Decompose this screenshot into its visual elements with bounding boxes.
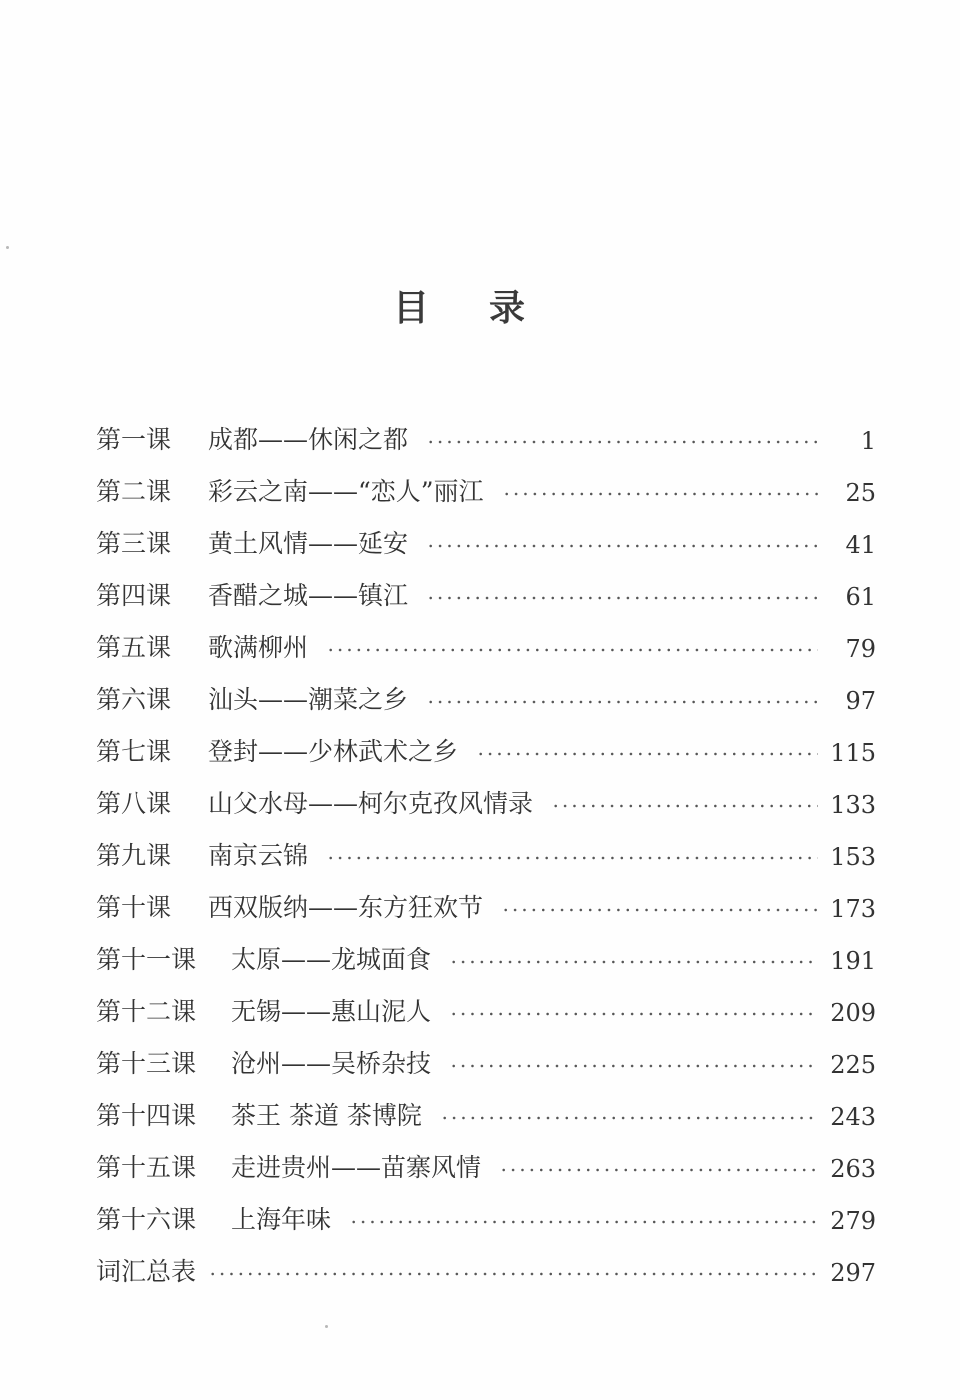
lesson-label: 第五课 bbox=[96, 633, 172, 662]
dot-leader bbox=[349, 1220, 818, 1224]
dot-leader bbox=[326, 856, 818, 860]
page-number: 243 bbox=[830, 1103, 876, 1131]
lesson-title: 沧州——吴桥杂技 bbox=[231, 1049, 432, 1078]
page-number: 25 bbox=[845, 479, 876, 507]
lesson-label: 第十二课 bbox=[96, 997, 197, 1026]
title-char-2: 录 bbox=[489, 287, 528, 329]
toc-entry-lesson-7[interactable] bbox=[96, 724, 876, 776]
toc-entry-lesson-3[interactable] bbox=[96, 516, 876, 568]
lesson-title: 南京云锦 bbox=[208, 841, 309, 870]
page-number: 173 bbox=[830, 895, 876, 923]
toc-entry-lesson-12[interactable] bbox=[96, 984, 876, 1036]
lesson-title: 成都——休闲之都 bbox=[208, 425, 409, 454]
toc-entry-lesson-6[interactable] bbox=[96, 672, 876, 724]
lesson-label: 第十课 bbox=[96, 893, 172, 922]
toc-entry-lesson-2[interactable] bbox=[96, 464, 876, 516]
page-number: 115 bbox=[830, 739, 876, 767]
page-number: 279 bbox=[830, 1207, 876, 1235]
lesson-title: 彩云之南——“恋人”丽江 bbox=[208, 477, 484, 506]
lesson-label: 第十一课 bbox=[96, 945, 197, 974]
lesson-title: 太原——龙城面食 bbox=[231, 945, 432, 974]
scan-speck bbox=[6, 246, 9, 249]
lesson-label: 第三课 bbox=[96, 529, 172, 558]
page-number: 97 bbox=[845, 687, 876, 715]
scan-speck bbox=[325, 1325, 328, 1328]
title-char-1: 目 bbox=[392, 287, 431, 329]
lesson-label: 第八课 bbox=[96, 789, 172, 818]
lesson-title: 汕头——潮菜之乡 bbox=[208, 685, 409, 714]
lesson-title: 西双版纳——东方狂欢节 bbox=[208, 893, 484, 922]
dot-leader bbox=[551, 804, 818, 808]
dot-leader bbox=[426, 440, 818, 444]
dot-leader bbox=[502, 492, 818, 496]
lesson-label: 第十三课 bbox=[96, 1049, 197, 1078]
page-number: 209 bbox=[830, 999, 876, 1027]
lesson-title: 走进贵州——苗寨风情 bbox=[231, 1153, 482, 1182]
dot-leader bbox=[449, 1064, 818, 1068]
page-number: 79 bbox=[845, 635, 876, 663]
dot-leader bbox=[501, 908, 818, 912]
toc-entry-lesson-13[interactable] bbox=[96, 1036, 876, 1088]
lesson-title: 登封——少林武术之乡 bbox=[208, 737, 459, 766]
vocabulary-label: 词汇总表 bbox=[96, 1257, 197, 1286]
page-number: 61 bbox=[845, 583, 876, 611]
lesson-title: 山父水母——柯尔克孜风情录 bbox=[208, 789, 534, 818]
toc-entry-lesson-10[interactable] bbox=[96, 880, 876, 932]
page-number: 133 bbox=[830, 791, 876, 819]
page-number: 297 bbox=[830, 1259, 876, 1287]
lesson-label: 第六课 bbox=[96, 685, 172, 714]
lesson-title: 茶王 茶道 茶博院 bbox=[231, 1101, 422, 1130]
dot-leader bbox=[426, 596, 818, 600]
lesson-title: 无锡——惠山泥人 bbox=[231, 997, 432, 1026]
lesson-title: 歌满柳州 bbox=[208, 633, 309, 662]
dot-leader bbox=[208, 1272, 818, 1276]
lesson-title: 香醋之城——镇江 bbox=[208, 581, 409, 610]
table-of-contents bbox=[96, 412, 876, 1296]
toc-entry-lesson-4[interactable] bbox=[96, 568, 876, 620]
page-number: 225 bbox=[830, 1051, 876, 1079]
lesson-title: 上海年味 bbox=[231, 1205, 332, 1234]
toc-entry-lesson-11[interactable] bbox=[96, 932, 876, 984]
lesson-label: 第十六课 bbox=[96, 1205, 197, 1234]
dot-leader bbox=[426, 700, 818, 704]
page-number: 1 bbox=[860, 427, 876, 455]
lesson-label: 第四课 bbox=[96, 581, 172, 610]
page-number: 263 bbox=[830, 1155, 876, 1183]
toc-entry-lesson-15[interactable] bbox=[96, 1140, 876, 1192]
page-title bbox=[0, 280, 920, 331]
lesson-title: 黄土风情——延安 bbox=[208, 529, 409, 558]
toc-entry-lesson-16[interactable] bbox=[96, 1192, 876, 1244]
dot-leader bbox=[499, 1168, 818, 1172]
page-number: 191 bbox=[830, 947, 876, 975]
page-number: 153 bbox=[830, 843, 876, 871]
lesson-label: 第九课 bbox=[96, 841, 172, 870]
toc-entry-lesson-9[interactable] bbox=[96, 828, 876, 880]
toc-entry-vocabulary[interactable] bbox=[96, 1244, 876, 1296]
lesson-label: 第十四课 bbox=[96, 1101, 197, 1130]
toc-entry-lesson-8[interactable] bbox=[96, 776, 876, 828]
dot-leader bbox=[449, 1012, 818, 1016]
dot-leader bbox=[326, 648, 818, 652]
lesson-label: 第一课 bbox=[96, 425, 172, 454]
page-number: 41 bbox=[845, 531, 876, 559]
lesson-label: 第七课 bbox=[96, 737, 172, 766]
dot-leader bbox=[426, 544, 818, 548]
lesson-label: 第十五课 bbox=[96, 1153, 197, 1182]
dot-leader bbox=[476, 752, 818, 756]
lesson-label: 第二课 bbox=[96, 477, 172, 506]
toc-entry-lesson-14[interactable] bbox=[96, 1088, 876, 1140]
toc-entry-lesson-1[interactable] bbox=[96, 412, 876, 464]
dot-leader bbox=[440, 1116, 818, 1120]
toc-entry-lesson-5[interactable] bbox=[96, 620, 876, 672]
dot-leader bbox=[449, 960, 818, 964]
